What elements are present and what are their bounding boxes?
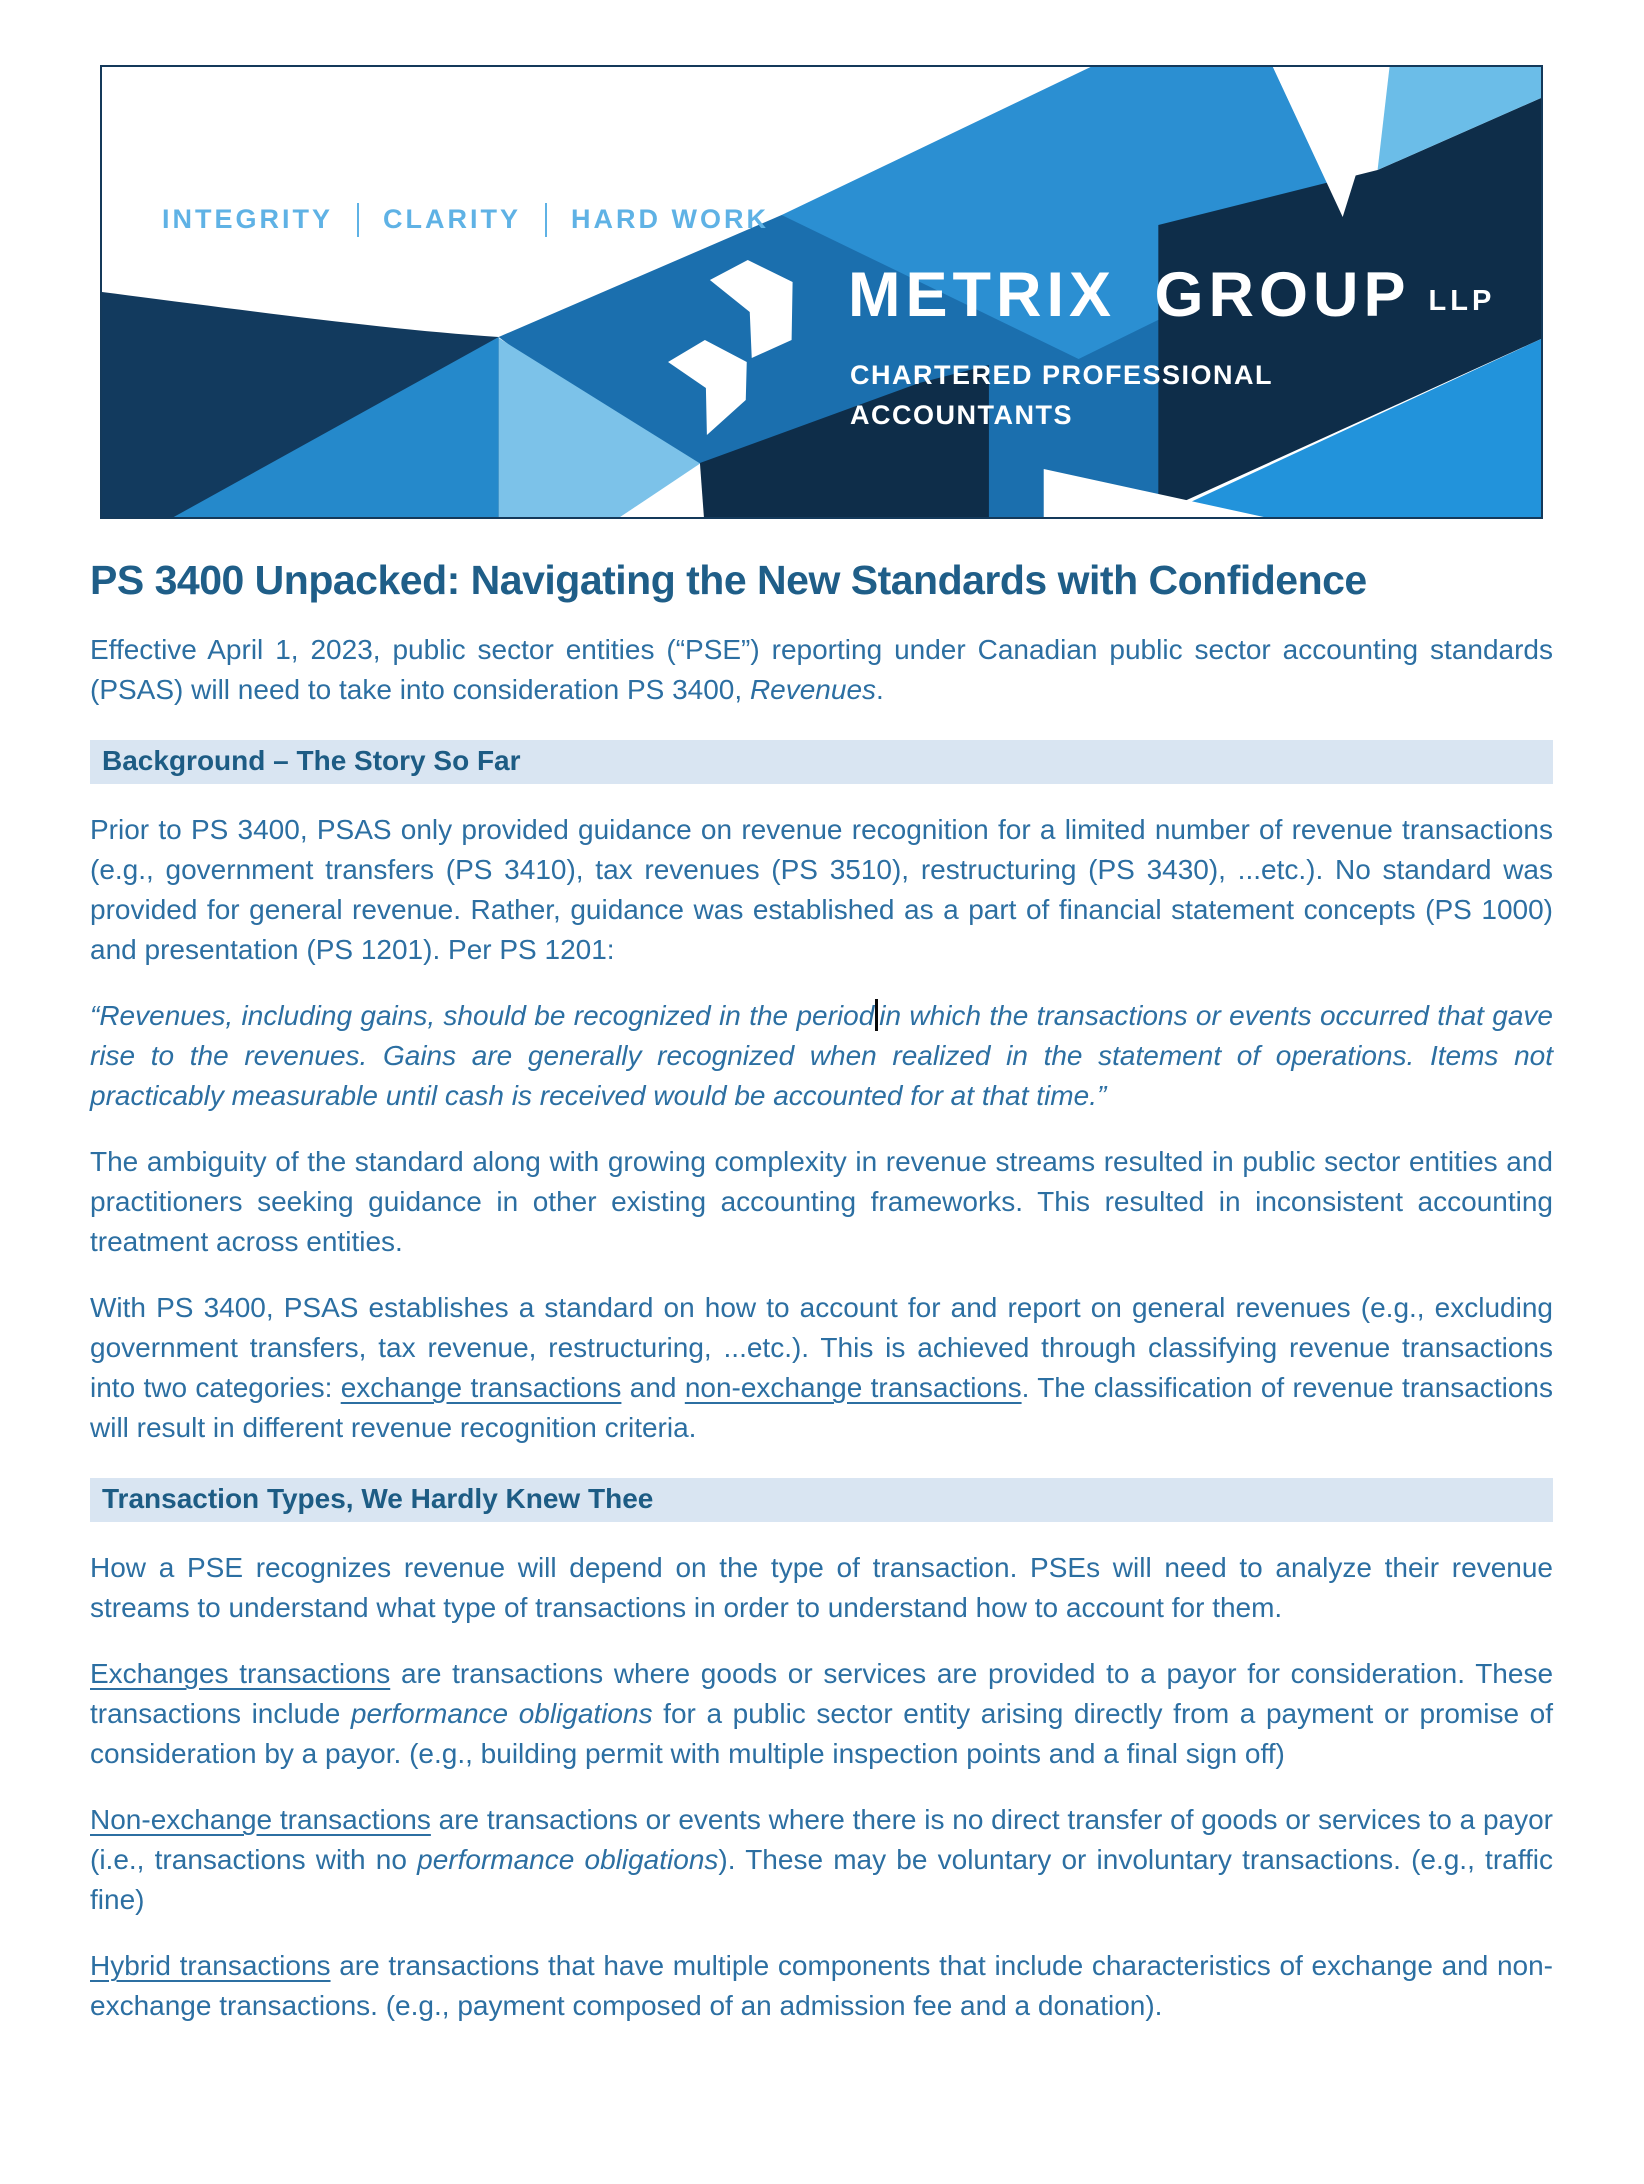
paragraph-prior-to-ps3400: Prior to PS 3400, PSAS only provided guidance on revenue recognition for a limited number of revenue transactions (e.g., government transfers (PS 3410), tax revenues (PS 3510), restructuring (PS 3430), ...etc.). No standard was provided for general revenue. Rather, guidance was established as a part of financial statement concepts (PS 1000) and presentation (PS 1201). Per PS 1201:	[90, 814, 1553, 965]
paragraph-how-a-pse: How a PSE recognizes revenue will depend on the type of transaction. PSEs will need to analyze their revenue streams to understand what type of transactions in order to understand how to account for them.	[90, 1552, 1553, 1623]
company-subtitle-line2: ACCOUNTANTS	[850, 400, 1073, 430]
paragraph-with-ps3400: With PS 3400, PSAS establishes a standard on how to account for and report on general revenues (e.g., excluding government transfers, tax revenue, restructuring, ...etc.). This is achieved through classifying revenue transactions into two categories: exchange transactions and non-exchange transactions. The classification of revenue transactions will result in different revenue recognition criteria.	[90, 1292, 1554, 1443]
section-heading-transaction-types: Transaction Types, We Hardly Knew Thee	[90, 1478, 1553, 1522]
article-title: PS 3400 Unpacked: Navigating the New Standards with Confidence	[90, 557, 1367, 603]
tagline-separator	[545, 203, 547, 237]
section-heading-background: Background – The Story So Far	[90, 740, 1553, 784]
tagline-item-clarity: CLARITY	[383, 204, 522, 234]
ps1201-quote-paragraph: “Revenues, including gains, should be recognized in the period in which the transactions or events occurred that gave rise to the revenues. Gains are generally recognized when realized in the statement of operations. Items not practicably measurable until cash is received would be accounted for at that time.”	[90, 1000, 1553, 1111]
company-logo-text	[848, 259, 1495, 331]
tagline-separator	[357, 203, 359, 237]
paragraph-ambiguity: The ambiguity of the standard along with growing complexity in revenue streams resulted in public sector entities and practitioners seeking guidance in other existing accounting frameworks. This resulted in inconsistent accounting treatment across entities.	[90, 1146, 1553, 1257]
company-subtitle-line1: CHARTERED PROFESSIONAL	[850, 360, 1274, 390]
tagline-item-integrity: INTEGRITY	[162, 204, 334, 234]
tagline-item-hard-work: HARD WORK	[571, 204, 769, 234]
paragraph-exchange-transactions: Exchanges transactions are transactions where goods or services are provided to a payor for consideration. These transactions include performance obligations for a public sector entity arising directly from a payment or promise of consideration by a payor. (e.g., building permit with multiple inspection points and a final sign off)	[90, 1658, 1554, 1769]
text-cursor-caret	[875, 999, 878, 1031]
company-name: METRIX GROUP	[848, 260, 1411, 330]
company-banner	[100, 65, 1543, 519]
paragraph-hybrid-transactions: Hybrid transactions are transactions that have multiple components that include characteristics of exchange and non-exchange transactions. (e.g., payment composed of an admission fee and a donation).	[90, 1950, 1553, 2021]
company-subtitle	[850, 355, 1273, 435]
paragraph-non-exchange-transactions: Non-exchange transactions are transactions or events where there is no direct transfer of goods or services to a payor (i.e., transactions with no performance obligations). These may be voluntary or involuntary transactions. (e.g., traffic fine)	[90, 1804, 1554, 1915]
banner-tagline	[162, 203, 769, 237]
company-name-suffix: LLP	[1428, 285, 1496, 317]
intro-paragraph: Effective April 1, 2023, public sector entities (“PSE”) reporting under Canadian public sector accounting standards (PSAS) will need to take into consideration PS 3400, Revenues.	[90, 634, 1553, 705]
